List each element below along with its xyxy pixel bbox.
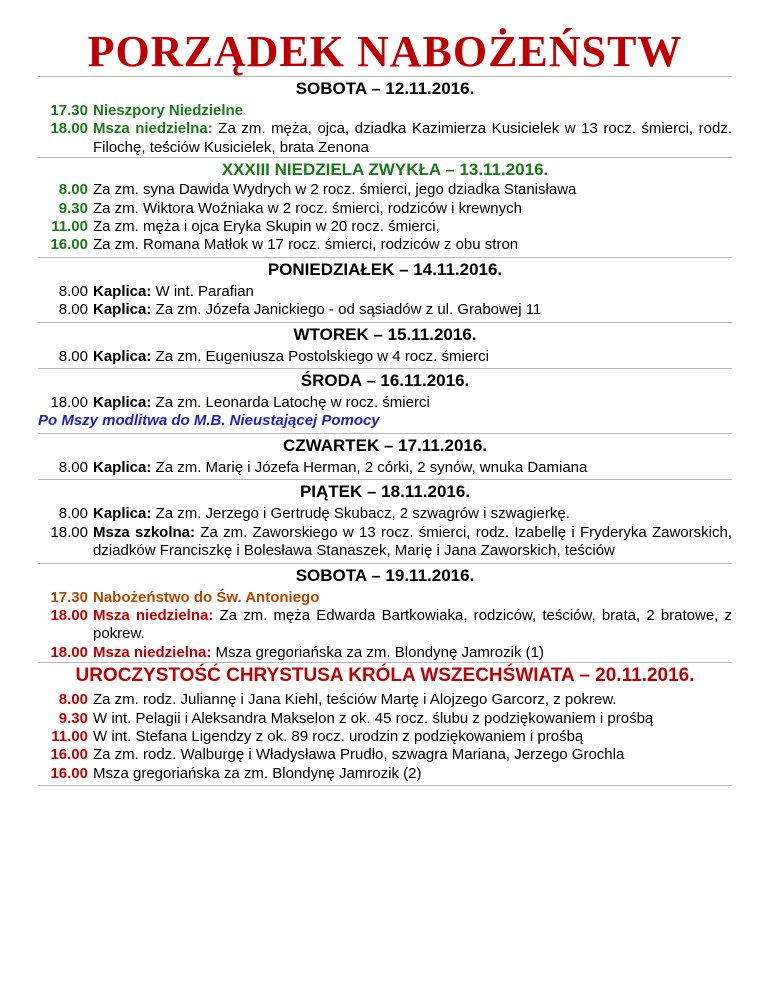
entry-text bbox=[88, 283, 732, 301]
page-title: PORZĄDEK NABOŻEŃSTW bbox=[87, 27, 683, 76]
schedule-page bbox=[38, 28, 732, 786]
entry-time: 8.00 bbox=[58, 301, 88, 319]
section-header: PONIEDZIAŁEK – 14.11.2016. bbox=[267, 259, 503, 279]
entry-intention: Za zm. męża, ojca, dziadka Kazimierza Kusicielek w 13 rocz. śmierci, rodz. Filochę, teściów Kusicielek, brata Zenona bbox=[93, 120, 732, 156]
entry-text: Za zm. Wiktora Woźniaka w 2 rocz. śmierci, rodziców i krewnych bbox=[93, 199, 522, 217]
entry-time: 9.30 bbox=[58, 709, 88, 727]
entry-text: Za zm. rodz. Walburgę i Władysława Prudło, szwagra Mariana, Jerzego Grochla bbox=[93, 746, 625, 764]
entry-text: Za zm. rodz. Juliannę i Jana Kiehl, teściów Martę i Alojzego Garcorz, z pokrew. bbox=[93, 691, 617, 709]
entry-keyword: Kaplica: bbox=[93, 347, 152, 365]
section-header: XXXIII NIEDZIELA ZWYKŁA – 13.11.2016. bbox=[221, 160, 549, 180]
schedule-entry bbox=[38, 394, 732, 412]
entry-text: Za zm. Romana Matłok w 17 rocz. śmierci, rodziców z obu stron bbox=[93, 236, 519, 254]
entry-keyword: Kaplica: bbox=[93, 505, 152, 523]
entry-intention: Msza gregoriańska za zm. Blondynę Jamrozik (1) bbox=[211, 643, 544, 661]
entry-keyword: Msza niedzielna: bbox=[93, 120, 213, 138]
schedule-entry bbox=[38, 102, 732, 120]
entry-text bbox=[88, 524, 732, 561]
entry-text bbox=[88, 102, 732, 120]
schedule-entry bbox=[38, 589, 732, 607]
entry-text: Msza gregoriańska za zm. Blondynę Jamrozik (2) bbox=[93, 764, 422, 782]
entry-time: 16.00 bbox=[50, 764, 88, 782]
section-monday bbox=[38, 258, 732, 320]
schedule-entry bbox=[38, 218, 732, 236]
entry-intention: Za zm. Zaworskiego w 13 rocz. śmierci, rodz. Izabellę i Fryderyka Zaworskich, dziadków Franciszkę i Bolesława Stanaszek, Marię i Jana Zaworskich, teściów bbox=[93, 523, 732, 560]
entry-time: 11.00 bbox=[51, 218, 88, 236]
entry-text: Za zm. męża i ojca Eryka Skupin w 20 rocz. śmierci, bbox=[93, 218, 440, 236]
entry-intention: Za zm. Jerzego i Gertrudę Skubacz, 2 szwagrów i szwagierkę. bbox=[151, 505, 570, 523]
schedule-entry bbox=[38, 348, 732, 366]
section-header: ŚRODA – 16.11.2016. bbox=[300, 371, 470, 391]
section-tuesday bbox=[38, 323, 732, 366]
entry-time: 8.00 bbox=[58, 282, 88, 300]
schedule-entry bbox=[38, 607, 732, 644]
schedule-entry bbox=[38, 728, 732, 746]
schedule-entry bbox=[38, 120, 732, 157]
schedule-entry bbox=[38, 200, 732, 218]
entry-text bbox=[88, 607, 732, 644]
entry-text bbox=[88, 348, 732, 366]
entry-time: 8.00 bbox=[58, 181, 88, 199]
schedule-entry bbox=[38, 691, 732, 709]
schedule-entry bbox=[38, 181, 732, 199]
entry-text bbox=[88, 644, 732, 662]
entry-time: 9.30 bbox=[58, 199, 88, 217]
entry-time: 17.30 bbox=[50, 102, 88, 119]
section-christ-the-king bbox=[38, 663, 732, 783]
entry-keyword: Nieszpory Niedzielne bbox=[93, 102, 244, 119]
entry-intention: Za zm. Marię i Józefa Herman, 2 córki, 2 synów, wnuka Damiana bbox=[151, 458, 588, 476]
entry-text bbox=[88, 301, 732, 319]
entry-time: 8.00 bbox=[58, 347, 88, 365]
section-saturday-19 bbox=[38, 564, 732, 663]
entry-text bbox=[88, 120, 732, 157]
entry-text: W int. Pelagii i Aleksandra Makselon z ok. 45 rocz. ślubu z podziękowaniem i prośbą bbox=[93, 709, 654, 727]
entry-keyword: Kaplica: bbox=[93, 282, 152, 300]
entry-time: 8.00 bbox=[58, 691, 88, 709]
entry-keyword: Msza niedzielna: bbox=[93, 643, 212, 661]
schedule-entry bbox=[38, 524, 732, 561]
entry-time: 18.00 bbox=[50, 643, 88, 661]
schedule-entry bbox=[38, 505, 732, 523]
entry-intention: Za zm. męża Edwarda Bartkowiaka, rodziców, teściów, brata, 2 bratowe, z pokrew. bbox=[93, 606, 733, 643]
entry-keyword: Msza niedzielna: bbox=[93, 606, 214, 624]
schedule-entry bbox=[38, 301, 732, 319]
entry-intention: Za zm. Józefa Janickiego - od sąsiadów z ul. Grabowej 11 bbox=[151, 301, 542, 319]
entry-time: 16.00 bbox=[50, 236, 88, 254]
entry-text bbox=[88, 394, 732, 412]
section-header: PIĄTEK – 18.11.2016. bbox=[299, 482, 471, 502]
section-header: SOBOTA – 19.11.2016. bbox=[295, 565, 475, 585]
entry-time: 8.00 bbox=[58, 458, 88, 476]
entry-time: 16.00 bbox=[50, 746, 88, 764]
schedule-entry bbox=[38, 236, 732, 254]
section-friday bbox=[38, 480, 732, 560]
section-thursday bbox=[38, 434, 732, 477]
entry-time: 18.00 bbox=[50, 606, 88, 624]
section-sunday-13 bbox=[38, 158, 732, 255]
schedule-entry bbox=[38, 459, 732, 477]
entry-keyword: Nabożeństwo do Św. Antoniego bbox=[93, 588, 320, 606]
entry-time: 18.00 bbox=[50, 394, 88, 412]
entry-time: 18.00 bbox=[50, 120, 88, 138]
section-header: UROCZYSTOŚĆ CHRYSTUSA KRÓLA WSZECHŚWIATA – 20.11.2016. bbox=[75, 665, 695, 687]
entry-time: 11.00 bbox=[51, 727, 88, 745]
schedule-entry bbox=[38, 746, 732, 764]
section-header: CZWARTEK – 17.11.2016. bbox=[282, 435, 488, 455]
section-note: Po Mszy modlitwa do M.B. Nieustającej Pomocy bbox=[38, 412, 380, 430]
entry-text bbox=[88, 459, 732, 477]
entry-keyword: Kaplica: bbox=[93, 458, 152, 476]
entry-intention: W int. Parafian bbox=[151, 282, 254, 300]
entry-time: 8.00 bbox=[58, 505, 88, 523]
section-header: SOBOTA – 12.11.2016. bbox=[295, 79, 475, 98]
section-header: WTOREK – 15.11.2016. bbox=[293, 324, 477, 344]
schedule-entry bbox=[38, 765, 732, 783]
entry-text bbox=[88, 589, 732, 607]
entry-keyword: Kaplica: bbox=[93, 394, 152, 412]
entry-intention: Za zm. Eugeniusza Postolskiego w 4 rocz. śmierci bbox=[151, 347, 489, 365]
entry-time: 18.00 bbox=[50, 523, 88, 541]
entry-text bbox=[88, 505, 732, 523]
entry-keyword: Msza szkolna: bbox=[93, 523, 195, 541]
section-wednesday bbox=[38, 369, 732, 431]
schedule-entry bbox=[38, 710, 732, 728]
entry-text: W int. Stefana Ligendzy z ok. 89 rocz. urodzin z podziękowaniem i prośbą bbox=[93, 727, 584, 745]
entry-text: Za zm. syna Dawida Wydrych w 2 rocz. śmierci, jego dziadka Stanisława bbox=[93, 181, 577, 199]
divider bbox=[38, 785, 732, 786]
entry-keyword: Kaplica: bbox=[93, 301, 152, 319]
entry-intention: Za zm. Leonarda Latochę w rocz. śmierci bbox=[151, 394, 430, 412]
schedule-entry bbox=[38, 644, 732, 662]
section-saturday-12 bbox=[38, 77, 732, 157]
entry-time: 17.30 bbox=[50, 588, 88, 606]
schedule-entry bbox=[38, 283, 732, 301]
